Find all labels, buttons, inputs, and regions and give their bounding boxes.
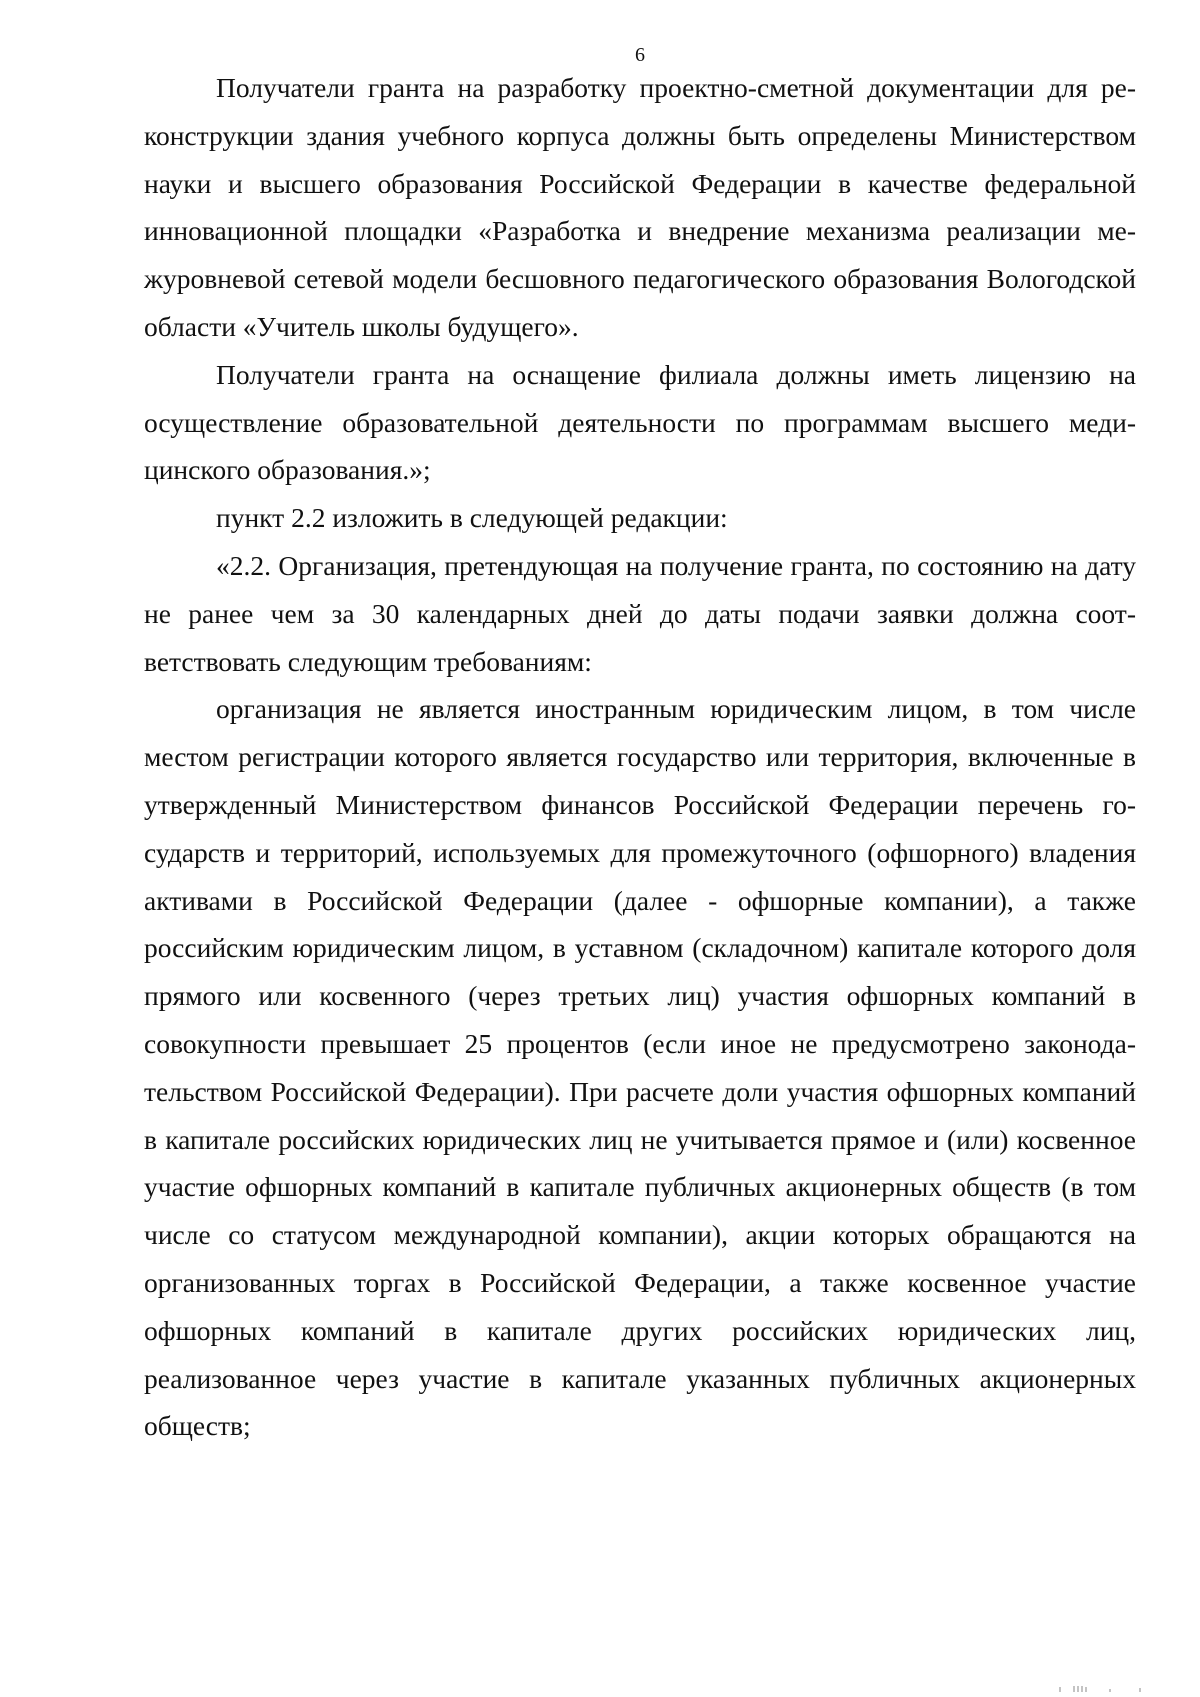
paragraph-recipients-equipment: Получатели гранта на оснащение филиала должны иметь лицензию на осуществление образовательной деятельности по программам высшего медицинского образования.»;	[144, 358, 1136, 486]
paragraph-offshore-requirement: организация не является иностранным юридическим лицом, в том числе местом регистрации которого является государство или территория, включенные в утвержденный Министерством финансов Российской Федерации перечень государств и территорий, используемых для промежуточного (офшорного) владения активами в Российской Федерации (далее - офшорные компании), а также российским юридическим лицом, в уставном (складочном) капитале которого доля прямого или косвенного (через третьих лиц) участия офшорных компаний в совокупности превышает 25 процентов (если иное не предусмотрено законодательством Российской Федерации). При расчете доли участия офшорных компаний в капитале российских юридических лиц не учитывается прямое и (или) косвенное участие офшорных компаний в капитале публичных акционерных обществ (в том числе со статусом международной компании), акции которых обращаются на организованных торгах в Российской Федерации, а также косвенное участие офшорных компаний в капитале других российских юридических лиц, реализованное через участие в капитале указанных публичных акционерных обществ;	[144, 693, 1136, 1442]
paragraph-clause-2-2: «2.2. Организация, претендующая на получение гранта, по состоянию на дату не ранее чем за 30 календарных дней до даты подачи заявки должна соответствовать следующим требованиям:	[144, 549, 1136, 677]
paragraph-clause-amendment: пункт 2.2 изложить в следующей редакции:	[216, 502, 728, 534]
paragraph-recipients-design: Получатели гранта на разработку проектно-сметной документации для реконструкции здания учебного корпуса должны быть определены Министерством науки и высшего образования Российской Федерации в качестве федеральной инновационной площадки «Разработка и внедрение механизма реализации межуровневой сетевой модели бесшовного педагогического образования Вологодской области «Учитель школы будущего».	[144, 72, 1136, 342]
document-body	[144, 64, 1136, 1450]
page-number: 6	[635, 44, 645, 66]
scan-artifact	[1040, 1683, 1160, 1693]
